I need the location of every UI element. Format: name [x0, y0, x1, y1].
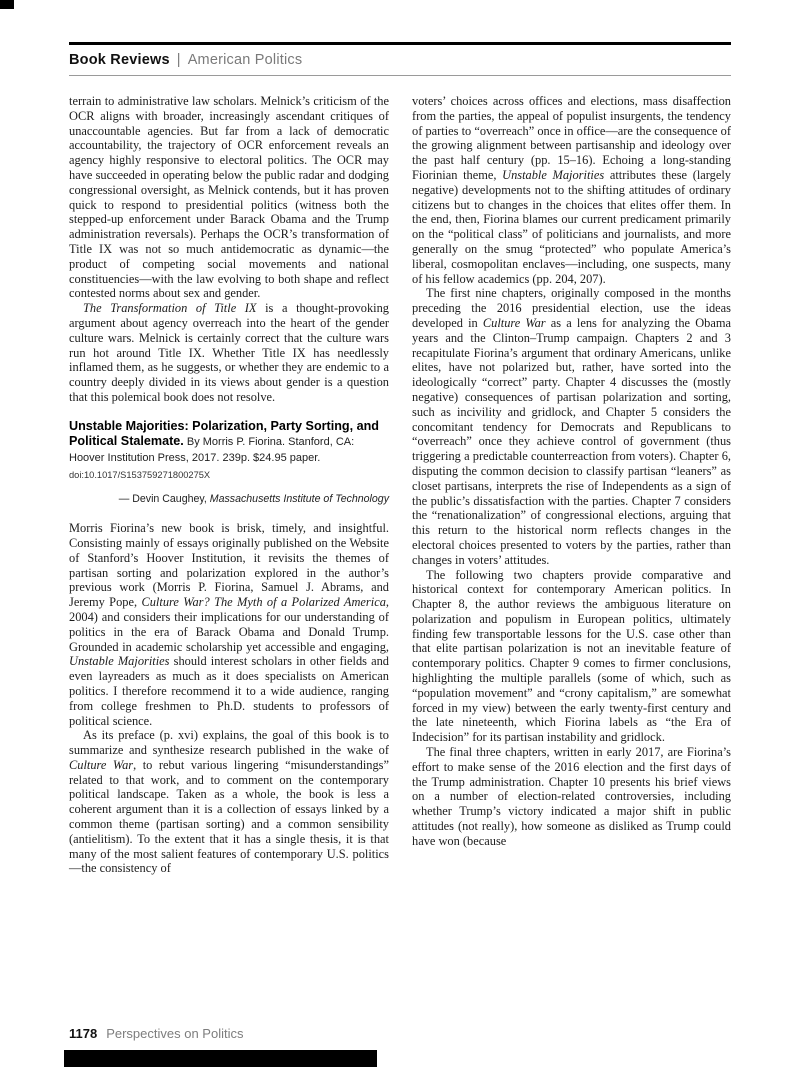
section-divider: |	[176, 52, 181, 68]
left-column-review-paragraphs	[69, 521, 389, 876]
print-registration-mark-bottom	[64, 1050, 377, 1067]
paragraph: voters’ choices across offices and elections, mass disaffection from the parties, the appeal of populist insurgents, the tendency of parties to “overreach” once in office—are the consequence of the growing alignment between partisanship and ideology over the past half century (pp. 15–16). Echoing a long-standing Fiorinian theme, Unstable Majorities attributes these (largely negative) developments not to the shifting attitudes of ordinary citizens but to changes in the choices that elites offer them. In the end, then, Fiorina blames our current predicament primarily on the “political class” of politicians and journalists, and more generally on the smug “protected” who populate America’s liberal, cosmopolitan enclaves—including, one suspects, many of his fellow academics (pp. 204, 207).	[412, 94, 731, 286]
reviewer-affiliation: Massachusetts Institute of Technology	[209, 493, 389, 506]
running-head	[69, 42, 731, 76]
paragraph: As its preface (p. xvi) explains, the goal of this book is to summarize and synthesize research published in the wake of Culture War, to rebut various lingering “misunderstandings” related to that work, and to comment on the contemporary political landscape. Taken as a whole, the book is less a coherent argument than it is a collection of essays linked by a common theme (partisan sorting) and a common sensibility (antielitism). To the extent that it has a single thesis, it is that many of the most salient features of contemporary U.S. politics—the consistency of	[69, 728, 389, 876]
book-byline: By Morris P. Fiorina. Stanford, CA: Hoover Institution Press, 2017. 239p. $24.95 paper.	[69, 435, 355, 465]
paragraph: The final three chapters, written in early 2017, are Fiorina’s effort to make sense of the 2016 election and the first days of the Trump administration. Chapter 10 presents his brief views on a number of election-related controversies, including whether Trump’s victory indicated a major shift in public attitudes (not really), how someone as disliked as Trump could have won (because	[412, 745, 731, 848]
reviewer-name: — Devin Caughey,	[118, 493, 210, 506]
paragraph: The Transformation of Title IX is a thought-provoking argument about agency overreach into the heart of the gender culture wars. Melnick is certainly correct that the culture wars run hot around Title IX. Whether Title IX has needlessly inflamed them, as he suggests, or whether they are endemic to a country deeply divided in its views about gender is a question that this polemical book does not resolve.	[69, 301, 390, 404]
section-topic: American Politics	[187, 52, 303, 68]
right-column-paragraphs	[412, 94, 731, 849]
book-heading	[69, 419, 389, 482]
print-registration-mark-top	[0, 0, 14, 9]
left-column-top-paragraphs	[69, 94, 389, 405]
paragraph: Morris Fiorina’s new book is brisk, timely, and insightful. Consisting mainly of essays originally published on the Website of Stanford’s Hoover Institution, it revisits the themes of partisan sorting and polarization explored in the author’s previous work (Morris P. Fiorina, Samuel J. Abrams, and Jeremy Pope, Culture War? The Myth of a Polarized America, 2004) and considers their implications for our understanding of politics in the era of Barack Obama and Donald Trump. Grounded in academic scholarship yet accessible and engaging, Unstable Majorities should interest scholars in other fields and even layreaders as much as it does specialists on American politics. I therefore recommend it to a wide audience, ranging from college freshmen to Ph.D. students to professors of political science.	[69, 521, 389, 728]
header-rule-thin	[69, 75, 731, 76]
paragraph: terrain to administrative law scholars. Melnick’s criticism of the OCR aligns with broader, increasingly ascendant critiques of unaccountable agencies. But far from a lack of democratic accountability, the trajectory of OCR enforcement reveals an agency highly responsive to electoral politics. The OCR may have succeeded in operating below the public radar and dodging congressional oversight, as Melnick contends, but it has proven quick to respond to presidential politics (witness both the stepped-up enforcement under Barack Obama and the Trump administration reversals). Perhaps the OCR’s transformation of Title IX was not so much antidemocratic as dynamic—the product of competing social movements and national constituencies—with the law evolving to both shape and reflect contested norms about sex and gender.	[69, 94, 389, 301]
reviewer-byline	[69, 492, 389, 507]
footer-journal-name: Perspectives on Politics	[106, 1026, 244, 1041]
right-column	[412, 94, 731, 849]
left-column	[69, 94, 389, 876]
book-title: Unstable Majorities: Polarization, Party Sorting, and Political Stalemate.	[69, 418, 379, 448]
running-head-text	[69, 45, 731, 75]
book-title-line	[69, 419, 389, 467]
paragraph: The following two chapters provide comparative and historical context for contemporary American politics. In Chapter 8, the author reviews the ambiguous literature on polarization and populism in European politics, ultimately finding few transportable lessons for the U.S. case other than that elite partisan polarization is not an inevitable feature of contemporary politics. Chapter 9 comes to firmer conclusions, highlighting the multiple parallels (some of which, such as “population movement” and “crony capitalism,” are somewhat forced in my view) between the early twenty-first century and the late nineteenth, which Fiorina labels as “the Era of Indecision” for its partisan instability and gridlock.	[412, 567, 731, 745]
footer-page-number: 1178	[69, 1026, 98, 1041]
paragraph: The first nine chapters, originally composed in the months preceding the 2016 presidential election, use the ideas developed in Culture War as a lens for analyzing the Obama years and the Clinton–Trump campaign. Chapters 2 and 3 recapitulate Fiorina’s argument that ordinary Americans, unlike elites, have not polarized but, rather, have sorted into the ideologically “correct” party. Chapter 4 discusses the (mostly negative) consequences of partisan polarization and sorting, such as incivility and gridlock, and Chapter 5 considers the concomitant tendency for Democrats and Republicans to “overreach” once they achieve control of government (thus triggering a predictable counterreaction from voters). Chapter 6, disputing the common decision to classify partisan “leaners” as closet partisans, interprets the rise of Independents as a sign of the public’s dissatisfaction with the parties. Chapter 7 considers the “renationalization” of congressional elections, arguing that this return to the historical norm reflects changes in the electoral choices presented to voters by the parties, rather than changes in voters’ attitudes.	[412, 286, 731, 567]
page-footer	[69, 1026, 243, 1041]
section-title: Book Reviews	[69, 52, 170, 68]
book-doi: doi:10.1017/S153759271800275X	[69, 470, 211, 481]
